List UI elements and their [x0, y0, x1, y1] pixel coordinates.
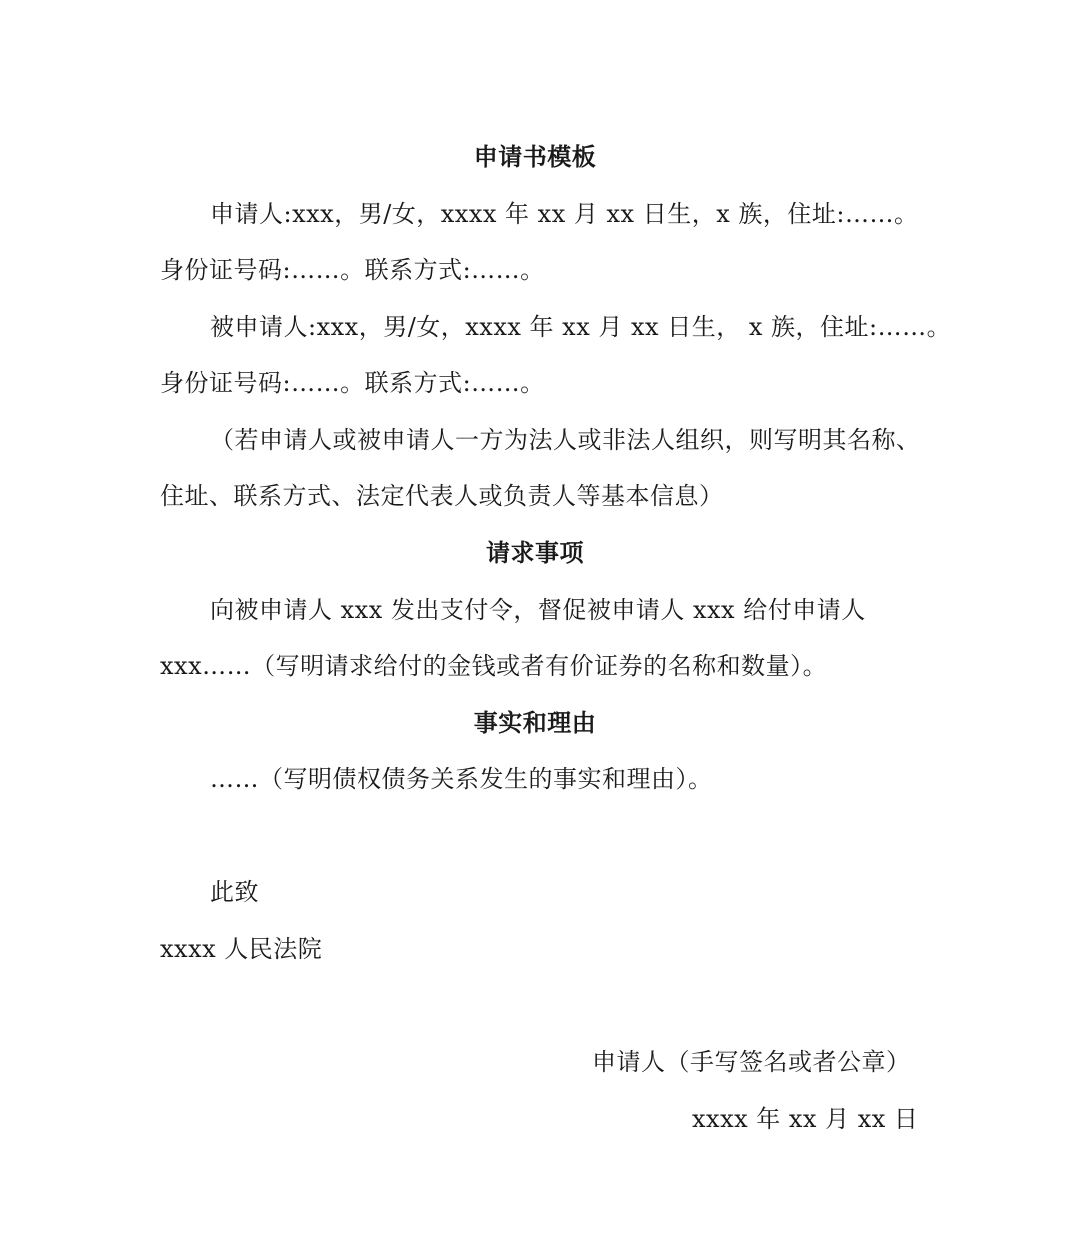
- claims-line-1: 向被申请人 xxx 发出支付令，督促被申请人 xxx 给付申请人: [210, 596, 866, 624]
- claims-line-2: xxx……（写明请求给付的金钱或者有价证券的名称和数量）。: [160, 652, 828, 680]
- applicant-line-2: 身份证号码:……。联系方式:……。: [160, 256, 545, 284]
- note-line-2: 住址、联系方式、法定代表人或负责人等基本信息）: [160, 482, 724, 510]
- applicant-line-1: 申请人:xxx，男/女，xxxx 年 xx 月 xx 日生，x 族，住址:……。: [210, 200, 919, 228]
- facts-line-1: ……（写明债权债务关系发生的事实和理由）。: [210, 765, 713, 793]
- signature-signer: 申请人（手写签名或者公章）: [592, 1048, 911, 1076]
- closing-court: xxxx 人民法院: [160, 935, 323, 963]
- facts-heading: 事实和理由: [473, 709, 597, 737]
- note-line-1: （若申请人或被申请人一方为法人或非法人组织，则写明其名称、: [210, 426, 921, 454]
- respondent-line-1: 被申请人:xxx，男/女，xxxx 年 xx 月 xx 日生， x 族，住址:……。: [210, 313, 952, 341]
- closing-salutation: 此致: [210, 878, 259, 906]
- document-title: 申请书模板: [473, 143, 597, 171]
- signature-date: xxxx 年 xx 月 xx 日: [692, 1105, 919, 1133]
- claims-heading: 请求事项: [486, 539, 584, 567]
- respondent-line-2: 身份证号码:……。联系方式:……。: [160, 369, 545, 397]
